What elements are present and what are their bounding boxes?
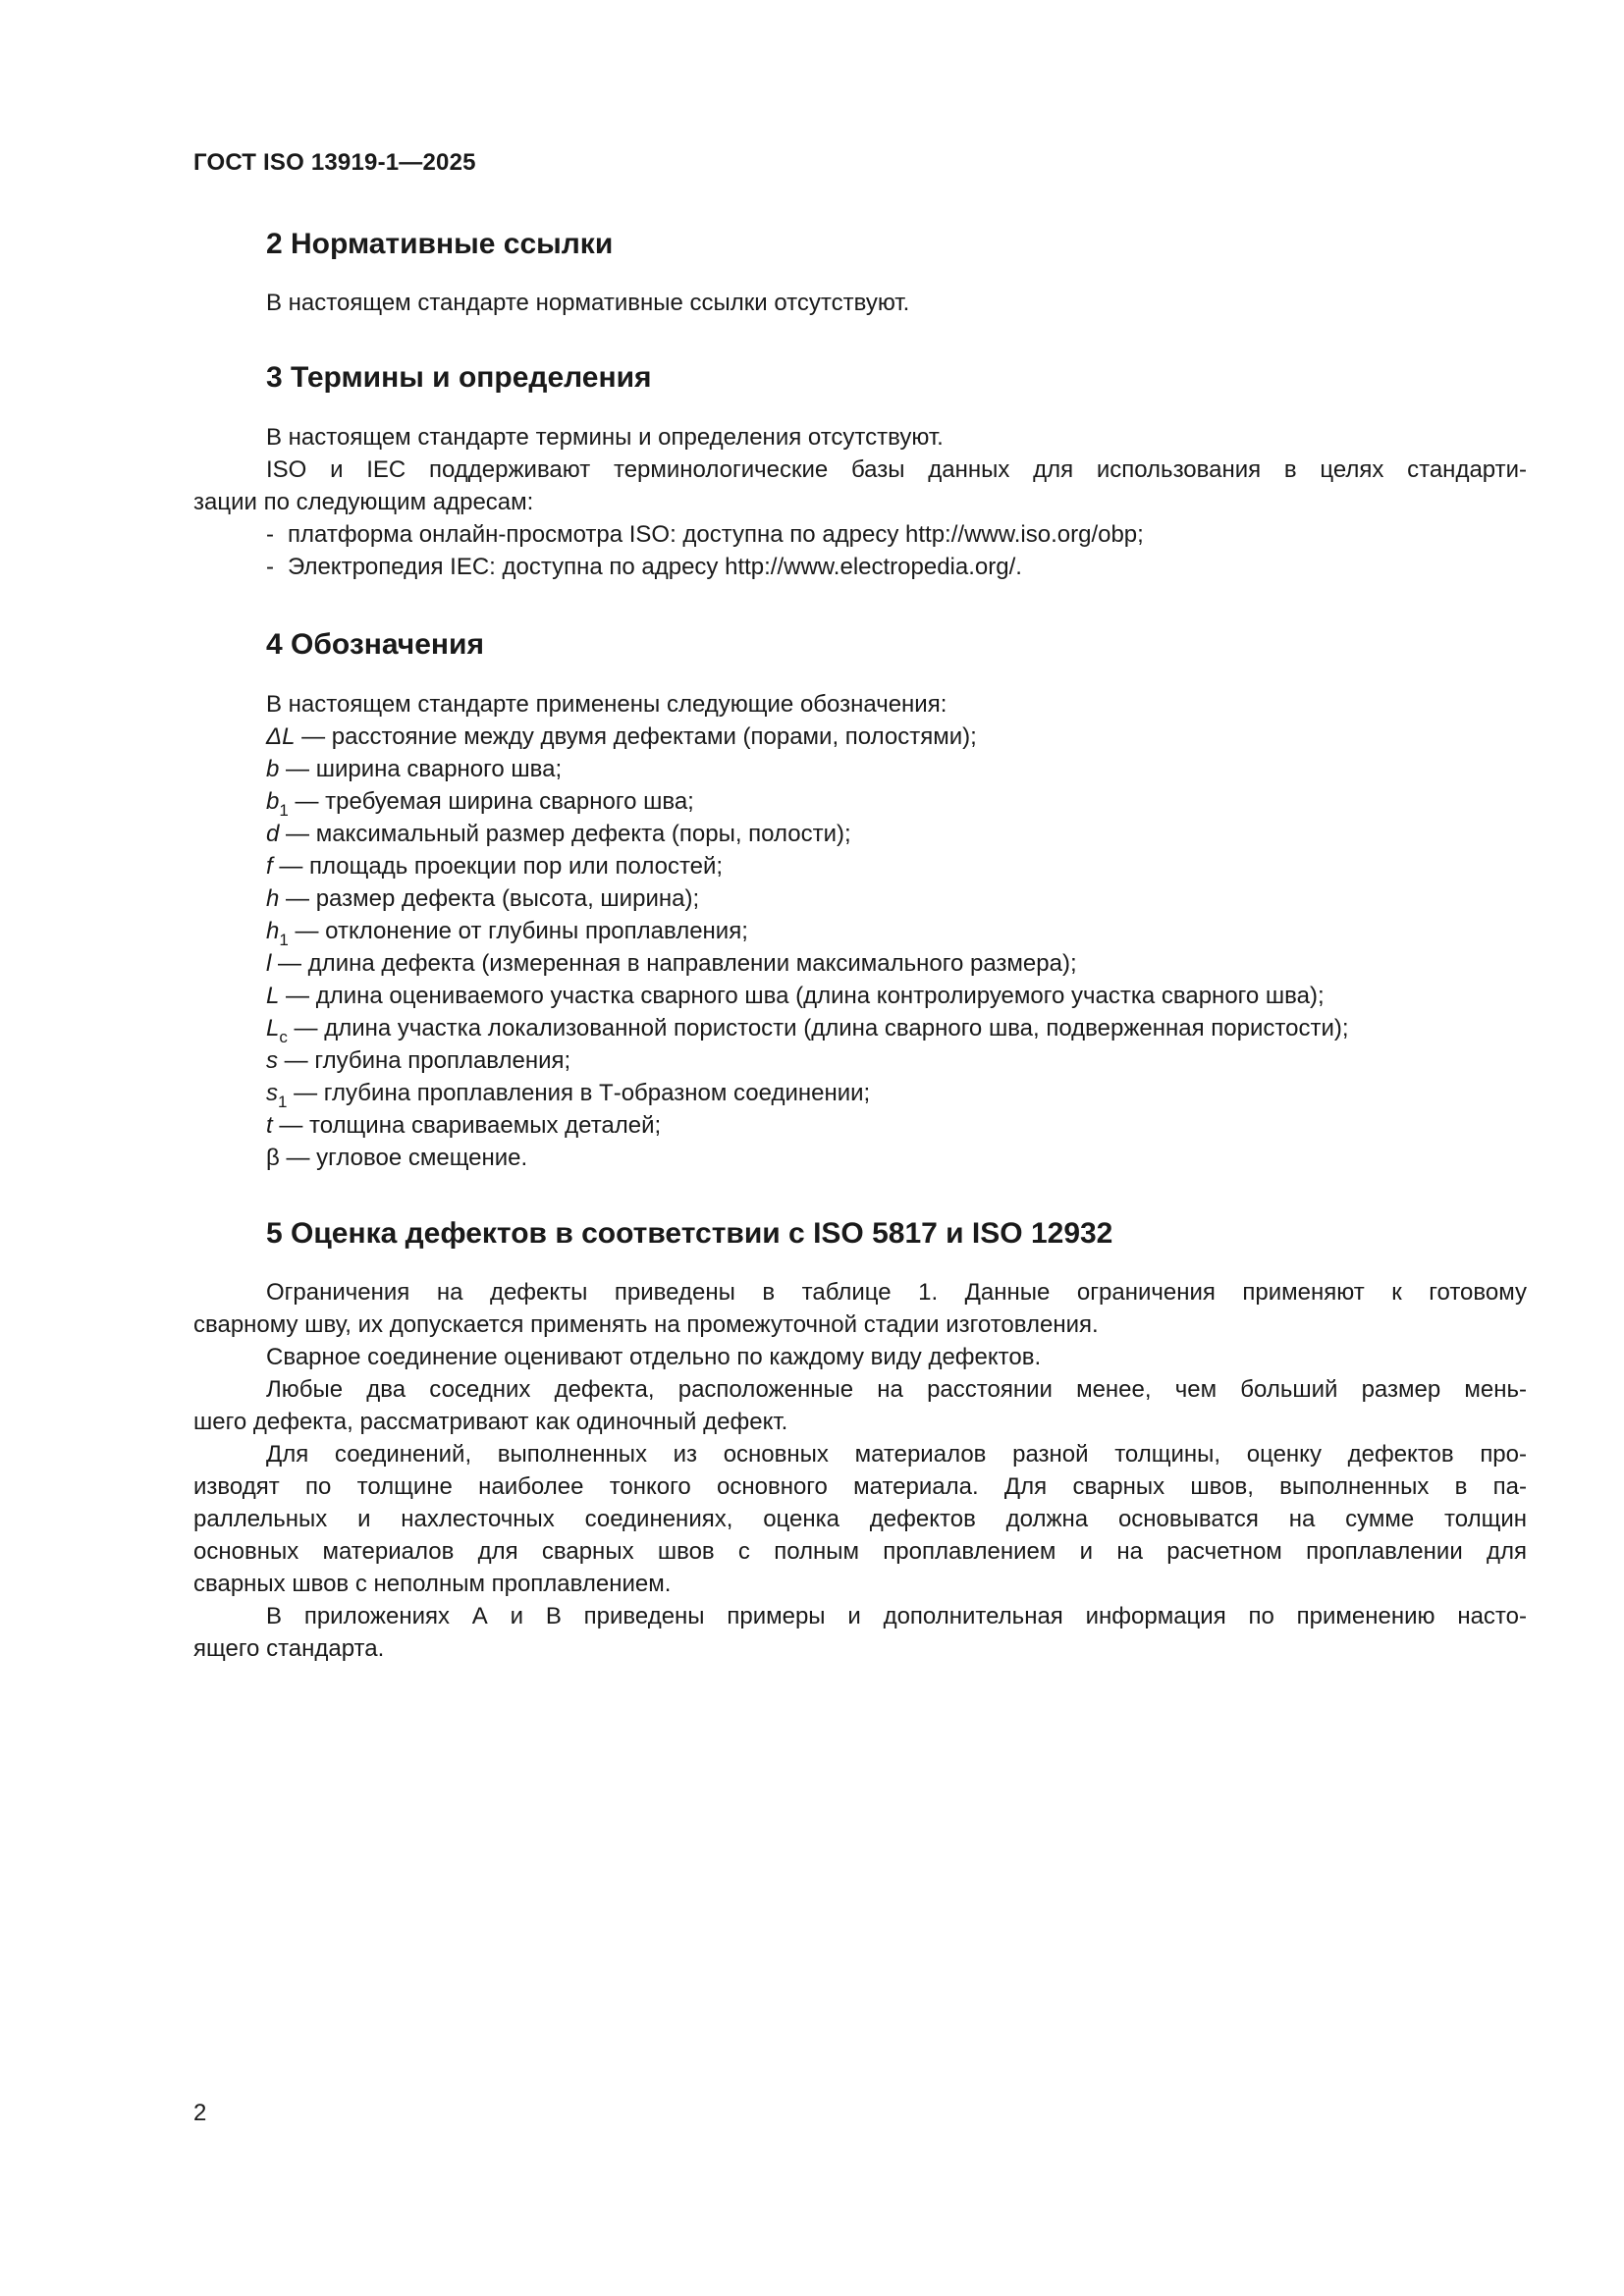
section-5-paragraph-2: Сварное соединение оценивают отдельно по каждому виду дефектов. <box>266 1344 1042 1370</box>
symbol-subscript: 1 <box>279 801 289 820</box>
section-4-intro: В настоящем стандарте применены следующие обозначения: <box>266 691 947 718</box>
section-3-paragraph-2-line-1: ISO и IEC поддерживают терминологические базы данных для использования в целях стандарти- <box>266 456 1527 483</box>
symbol-description: — размер дефекта (высота, ширина); <box>279 885 700 912</box>
document-header: ГОСТ ISO 13919-1—2025 <box>193 149 476 176</box>
section-3-title: 3 Термины и определения <box>266 361 652 394</box>
list-dash: - <box>266 521 274 548</box>
symbol-description: — толщина свариваемых деталей; <box>272 1112 662 1139</box>
symbol-description: — ширина сварного шва; <box>279 756 563 782</box>
section-5-paragraph-5-line-2: ящего стандарта. <box>193 1635 385 1662</box>
section-5-title: 5 Оценка дефектов в соответствии с ISO 5817 и ISO 12932 <box>266 1217 1113 1250</box>
symbol: s <box>266 1080 278 1106</box>
list-item <box>266 518 1144 551</box>
section-3-paragraph-1: В настоящем стандарте термины и определения отсутствуют. <box>266 424 944 451</box>
symbol-description: — площадь проекции пор или полостей; <box>272 853 724 880</box>
symbol-description: — расстояние между двумя дефектами (порами, полостями); <box>295 723 977 750</box>
section-4-title: 4 Обозначения <box>266 628 484 661</box>
section-2-text: В настоящем стандарте нормативные ссылки отсутствуют. <box>266 290 910 316</box>
symbol: b <box>266 788 280 815</box>
symbol-description: — максимальный размер дефекта (поры, полости); <box>279 821 851 847</box>
symbol-definition <box>266 882 699 915</box>
section-5-paragraph-1-line-1: Ограничения на дефекты приведены в таблице 1. Данные ограничения применяют к готовому <box>266 1279 1527 1306</box>
symbol-definition <box>266 1077 870 1111</box>
symbol-definition <box>266 1044 570 1077</box>
section-5-paragraph-4-line-2: изводят по толщине наиболее тонкого основного материала. Для сварных швов, выполненных в па- <box>193 1473 1527 1500</box>
list-item <box>266 551 1022 583</box>
section-5-paragraph-1-line-2: сварному шву, их допускается применять на промежуточной стадии изготовления. <box>193 1311 1099 1338</box>
symbol: d <box>266 821 280 847</box>
symbol-definition <box>266 1109 661 1142</box>
section-5-paragraph-5-line-1: В приложениях А и В приведены примеры и дополнительная информация по применению насто- <box>266 1603 1527 1629</box>
section-5-paragraph-3-line-1: Любые два соседних дефекта, расположенные на расстоянии менее, чем больший размер мень- <box>266 1376 1527 1403</box>
section-5-paragraph-3-line-2: шего дефекта, рассматривают как одиночный дефект. <box>193 1409 788 1435</box>
symbol: L <box>266 983 280 1009</box>
symbol-definition <box>266 915 748 949</box>
symbol-definition <box>266 753 562 785</box>
symbol: t <box>266 1112 273 1139</box>
section-5-paragraph-4-line-5: сварных швов с неполным проплавлением. <box>193 1571 672 1597</box>
symbol-description: — глубина проплавления; <box>278 1047 571 1074</box>
symbol-definition <box>266 818 851 850</box>
symbol-definition <box>266 980 1325 1012</box>
symbol-description: — длина дефекта (измеренная в направлении максимального размера); <box>271 950 1077 977</box>
section-5-paragraph-4-line-1: Для соединений, выполненных из основных материалов разной толщины, оценку дефектов про- <box>266 1441 1527 1468</box>
symbol-definition <box>266 721 977 753</box>
list-dash: - <box>266 554 274 580</box>
page-number: 2 <box>193 2100 207 2126</box>
symbol: l <box>266 950 272 977</box>
symbol-definition <box>266 850 723 882</box>
symbol: f <box>266 853 273 880</box>
symbol-description: — длина оцениваемого участка сварного шва (длина контролируемого участка сварного шва); <box>279 983 1325 1009</box>
symbol-description: — угловое смещение. <box>279 1145 528 1171</box>
symbol-description: — отклонение от глубины проплавления; <box>288 918 748 944</box>
list-item-text: Электропедия IEC: доступна по адресу http://www.electropedia.org/. <box>288 554 1022 580</box>
list-item-text: платформа онлайн-просмотра ISO: доступна по адресу http://www.iso.org/obp; <box>288 521 1144 548</box>
symbol: ΔL <box>266 723 296 750</box>
symbol-subscript: 1 <box>278 1093 288 1111</box>
section-2-title: 2 Нормативные ссылки <box>266 228 614 260</box>
symbol-definition <box>266 1012 1349 1046</box>
symbol-description: — требуемая ширина сварного шва; <box>288 788 694 815</box>
symbol: b <box>266 756 280 782</box>
symbol: β <box>266 1145 280 1171</box>
symbol: s <box>266 1047 278 1074</box>
symbol-definition <box>266 1142 527 1174</box>
symbol-subscript: c <box>279 1028 288 1046</box>
symbol: h <box>266 918 280 944</box>
symbol: h <box>266 885 280 912</box>
symbol-description: — длина участка локализованной пористости (длина сварного шва, подверженная пористости); <box>287 1015 1349 1041</box>
section-3-paragraph-2-line-2: зации по следующим адресам: <box>193 489 534 515</box>
symbol-description: — глубина проплавления в Т-образном соединении; <box>287 1080 871 1106</box>
section-5-paragraph-4-line-3: раллельных и нахлесточных соединениях, оценка дефектов должна основыватся на сумме толщин <box>193 1506 1527 1532</box>
symbol-definition <box>266 947 1077 980</box>
symbol-definition <box>266 785 694 820</box>
symbol: L <box>266 1015 280 1041</box>
section-5-paragraph-4-line-4: основных материалов для сварных швов с полным проплавлением и на расчетном проплавлении для <box>193 1538 1527 1565</box>
symbol-subscript: 1 <box>279 931 289 949</box>
